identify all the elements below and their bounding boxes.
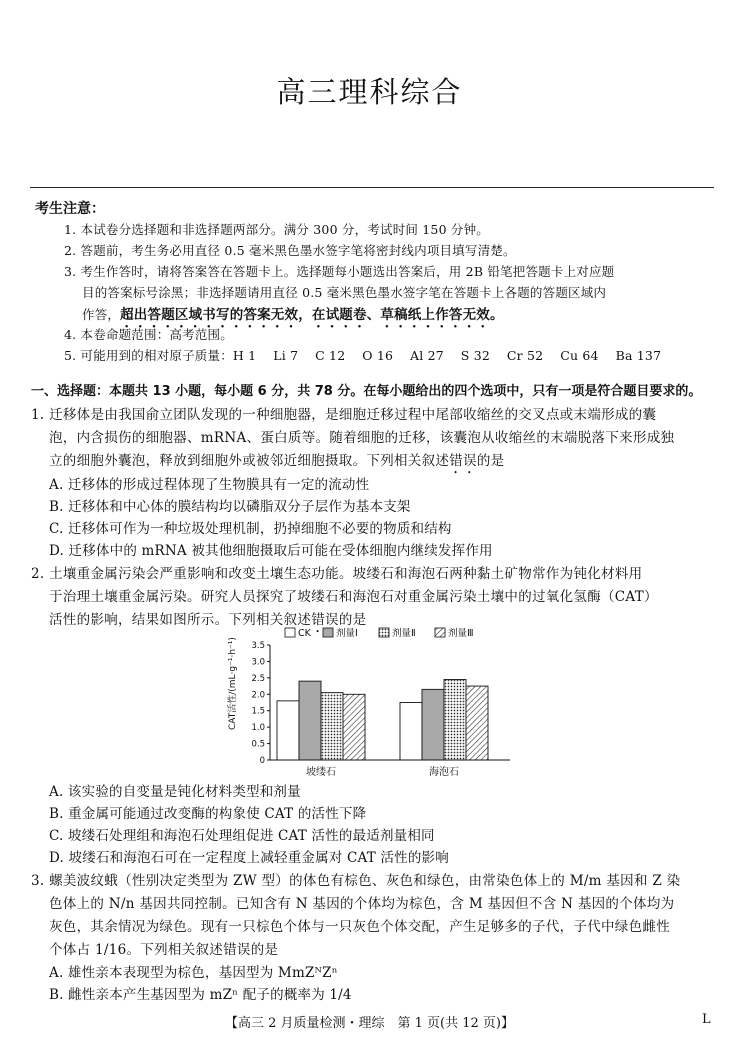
- notice-item-3-cont: 目的答案标号涂黑；非选择题请用直径 0.5 毫米黑色墨水签字笔在答题卡上各题的答题区域内: [82, 285, 607, 300]
- bar-2-2: [422, 689, 444, 760]
- chart-bars: [277, 680, 488, 761]
- q3-line-3: 灰色，其余情况为绿色。现有一只棕色个体与一只灰色个体交配，产生足够多的子代，子代中绿色雌性: [49, 919, 670, 935]
- y-axis-ticks: [251, 641, 270, 766]
- q2-option-a: A. 该实验的自变量是钝化材料类型和剂量: [49, 784, 301, 800]
- legend-swatch: [285, 628, 295, 637]
- q1-line-3-text: 立的细胞外囊泡，释放到细胞外或被邻近细胞摄取。下列相关叙述: [49, 453, 450, 469]
- q3-line-1: 3. 螺美波纹蛾（性别决定类型为 ZW 型）的体色有棕色、灰色和绿色，由常染色体上的 M/m 基因和 Z 染: [31, 873, 681, 889]
- q2-option-b: B. 重金属可能通过改变酶的构象使 CAT 的活性下降: [49, 806, 367, 822]
- bar-1-3: [321, 693, 343, 760]
- q1-emphasis: 错误: [449, 453, 477, 469]
- legend-label: 剂量Ⅲ: [448, 628, 474, 639]
- bar-1-4: [343, 694, 365, 760]
- x-tick-label: 海泡石: [429, 767, 459, 778]
- bar-2-4: [466, 686, 488, 760]
- page-footer: 【高三 2 月质量检测・理综 第 1 页(共 12 页)】: [224, 1016, 515, 1031]
- legend-swatch: [435, 628, 445, 637]
- q1-option-b: B. 迁移体和中心体的膜结构均以磷脂双分子层作为基本支架: [49, 499, 411, 515]
- notice-item-1: 1. 本试卷分选择题和非选择题两部分。满分 300 分，考试时间 150 分钟。: [64, 222, 490, 237]
- y-tick-label: 2.0: [251, 690, 265, 701]
- q2-line-3-tail: 的是: [338, 612, 367, 628]
- bar-1-2: [299, 681, 321, 760]
- q3-line-4: 个体占 1/16。下列相关叙述错误的是: [49, 942, 279, 958]
- legend-swatch: [379, 628, 389, 637]
- notice-item-2: 2. 答题前，考生务必用直径 0.5 毫米黑色墨水签字笔将密封线内项目填写清楚。: [64, 243, 516, 258]
- q2-option-d: D. 坡缕石和海泡石可在一定程度上减轻重金属对 CAT 活性的影响: [49, 850, 449, 866]
- bar-2-3: [444, 680, 466, 761]
- q2-option-c: C. 坡缕石处理组和海泡石处理组促进 CAT 活性的最适剂量相同: [49, 828, 435, 844]
- section-heading: 一、选择题：本题共 13 小题，每小题 6 分，共 78 分。在每小题给出的四个选项中，只有一项是符合题目要求的。: [31, 384, 702, 399]
- footer-code: L: [702, 1012, 711, 1027]
- q2-line-2: 于治理土壤重金属污染。研究人员探究了坡缕石和海泡石对重金属污染土壤中的过氧化氢酶（CAT）: [49, 589, 658, 605]
- q1-line-1: 1. 迁移体是由我国俞立团队发现的一种细胞器，是细胞迁移过程中尾部收缩丝的交叉点或末端形成的囊: [31, 407, 657, 423]
- notice-item-3-prefix: 作答，: [82, 307, 121, 322]
- q1-line-2: 泡，内含损伤的细胞器、mRNA、蛋白质等。随着细胞的迁移，该囊泡从收缩丝的末端脱落下来形成独: [49, 430, 675, 446]
- cat-activity-chart: [225, 625, 515, 780]
- y-tick-label: 1.0: [251, 723, 265, 734]
- q3-line-2: 色体上的 N/n 基因共同控制。已知含有 N 基因的个体均为棕色，含 M 基因但不含 N 基因的个体均为: [49, 896, 675, 912]
- legend-label: 剂量Ⅰ: [336, 628, 358, 639]
- y-tick-label: 2.5: [251, 673, 265, 684]
- q1-line-3-tail: 的是: [476, 453, 505, 469]
- q2-line-3-text: 活性的影响，结果如图所示。下列相关叙述: [49, 612, 312, 628]
- y-tick-label: 3.5: [251, 641, 265, 651]
- x-axis-labels: [306, 765, 459, 778]
- y-tick-label: 0.5: [251, 739, 265, 750]
- notice-item-3: 3. 考生作答时，请将答案答在答题卡上。选择题每小题选出答案后，用 2B 铅笔把答题卡上对应题: [64, 264, 615, 279]
- legend-label: CK: [298, 628, 311, 639]
- y-tick-label: 1.5: [251, 706, 265, 717]
- notice-item-4: 4. 本卷命题范围：高考范围。: [64, 327, 233, 342]
- q1-option-d: D. 迁移体中的 mRNA 被其他细胞摄取后可能在受体细胞内继续发挥作用: [49, 543, 493, 559]
- bar-2-1: [400, 703, 422, 761]
- legend-swatch: [323, 628, 333, 637]
- q3-option-a: A. 雄性亲本表现型为棕色，基因型为 MmZᴺZⁿ: [49, 965, 338, 981]
- q3-option-b: B. 雌性亲本产生基因型为 mZⁿ 配子的概率为 1/4: [49, 987, 352, 1003]
- x-tick-label: 坡缕石: [306, 767, 336, 778]
- notice-item-5: 5. 可能用到的相对原子质量：H 1 Li 7 C 12 O 16 Al 27 S 32 Cr 52 Cu 64 Ba 137: [64, 348, 662, 363]
- page-title: 高三理科综合: [276, 75, 463, 109]
- legend-label: 剂量Ⅱ: [392, 628, 416, 639]
- bar-1-1: [277, 701, 299, 760]
- y-axis-label: CAT活性/(mL·g⁻¹·h⁻¹): [228, 637, 238, 730]
- q1-option-a: A. 迁移体的形成过程体现了生物膜具有一定的流动性: [49, 477, 370, 493]
- q2-emphasis: 错误: [311, 612, 339, 628]
- divider: [30, 187, 714, 188]
- y-tick-label: 3.0: [251, 657, 265, 668]
- q1-option-c: C. 迁移体可作为一种垃圾处理机制，扔掉细胞不必要的物质和结构: [49, 521, 452, 537]
- y-tick-label: 0: [259, 756, 265, 766]
- notice-emphasis: 超出答题区域书写的答案无效，在试题卷、草稿纸上作答无效。: [120, 307, 504, 323]
- chart-legend: [285, 627, 474, 639]
- notice-heading: 考生注意：: [35, 201, 105, 217]
- q2-line-1: 2. 土壤重金属污染会严重影响和改变土壤生态功能。坡缕石和海泡石两种黏土矿物常作为钝化材料用: [31, 566, 643, 582]
